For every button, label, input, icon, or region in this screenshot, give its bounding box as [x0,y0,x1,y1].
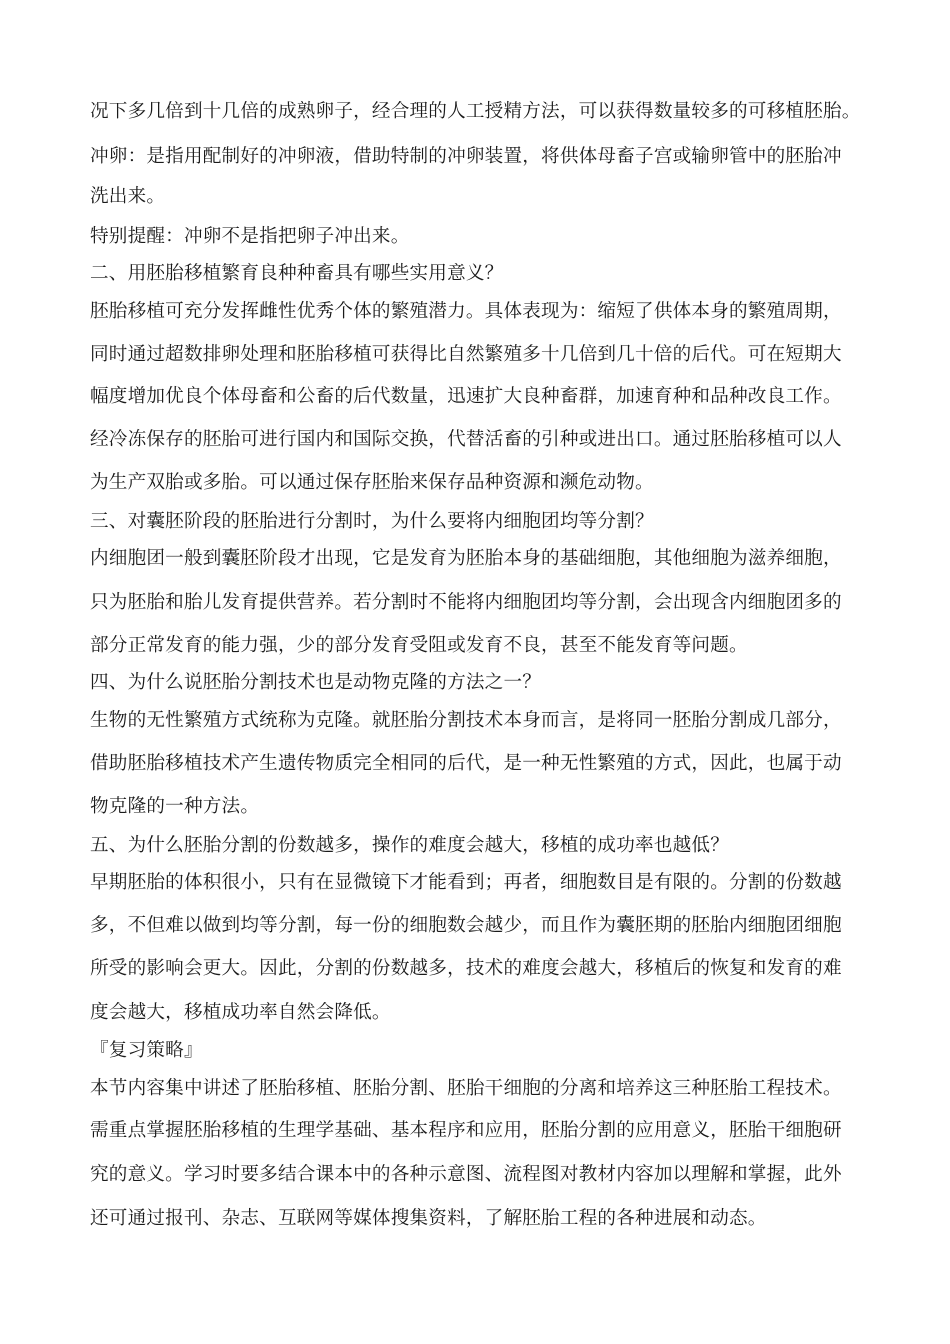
text-line: 还可通过报刊、杂志、互联网等媒体搜集资料，了解胚胎工程的各种进展和动态。 [90,1208,767,1229]
text-line: 究的意义。学习时要多结合课本中的各种示意图、流程图对教材内容加以理解和掌握，此外 [90,1164,842,1185]
section-heading: 五、为什么胚胎分割的份数越多，操作的难度会越大，移植的成功率也越低？ [90,835,729,856]
text-line: 为生产双胎或多胎。可以通过保存胚胎来保存品种资源和濒危动物。 [90,472,654,493]
text-line: 生物的无性繁殖方式统称为克隆。就胚胎分割技术本身而言，是将同一胚胎分割成几部分， [90,710,842,731]
text-line: 需重点掌握胚胎移植的生理学基础、基本程序和应用，胚胎分割的应用意义，胚胎干细胞研 [90,1120,842,1141]
text-line: 多，不但难以做到均等分割，每一份的细胞数会越少，而且作为囊胚期的胚胎内细胞团细胞 [90,915,842,936]
text-line: 洗出来。 [90,186,166,207]
section-heading: 三、对囊胚阶段的胚胎进行分割时，为什么要将内细胞团均等分割？ [90,511,654,532]
text-line: 度会越大，移植成功率自然会降低。 [90,1002,391,1023]
text-line: 借助胚胎移植技术产生遗传物质完全相同的后代，是一种无性繁殖的方式，因此，也属于动 [90,753,842,774]
text-line: 本节内容集中讲述了胚胎移植、胚胎分割、胚胎干细胞的分离和培养这三种胚胎工程技术。 [90,1078,842,1099]
text-line: 内细胞团一般到囊胚阶段才出现，它是发育为胚胎本身的基础细胞，其他细胞为滋养细胞， [90,548,842,569]
section-heading: 『复习策略』 [90,1040,203,1061]
text-line: 经冷冻保存的胚胎可进行国内和国际交换，代替活畜的引种或进出口。通过胚胎移植可以人 [90,429,842,450]
text-line: 况下多几倍到十几倍的成熟卵子，经合理的人工授精方法，可以获得数量较多的可移植胚胎。 [90,101,861,122]
text-line: 所受的影响会更大。因此，分割的份数越多，技术的难度会越大，移植后的恢复和发育的难 [90,958,842,979]
text-line: 早期胚胎的体积很小，只有在显微镜下才能看到；再者，细胞数目是有限的。分割的份数越 [90,872,842,893]
text-line: 同时通过超数排卵处理和胚胎移植可获得比自然繁殖多十几倍到几十倍的后代。可在短期大 [90,344,842,365]
section-heading: 二、用胚胎移植繁育良种种畜具有哪些实用意义？ [90,263,504,284]
text-line: 特别提醒：冲卵不是指把卵子冲出来。 [90,226,410,247]
section-heading: 四、为什么说胚胎分割技术也是动物克隆的方法之一？ [90,672,542,693]
text-line: 只为胚胎和胎儿发育提供营养。若分割时不能将内细胞团均等分割，会出现含内细胞团多的 [90,592,842,613]
text-line: 幅度增加优良个体母畜和公畜的后代数量，迅速扩大良种畜群，加速育种和品种改良工作。 [90,386,842,407]
text-line: 胚胎移植可充分发挥雌性优秀个体的繁殖潜力。具体表现为：缩短了供体本身的繁殖周期， [90,301,842,322]
text-line: 物克隆的一种方法。 [90,796,260,817]
text-line: 冲卵：是指用配制好的冲卵液，借助特制的冲卵装置，将供体母畜子宫或输卵管中的胚胎冲 [90,146,842,167]
text-line: 部分正常发育的能力强，少的部分发育受阻或发育不良，甚至不能发育等问题。 [90,635,748,656]
